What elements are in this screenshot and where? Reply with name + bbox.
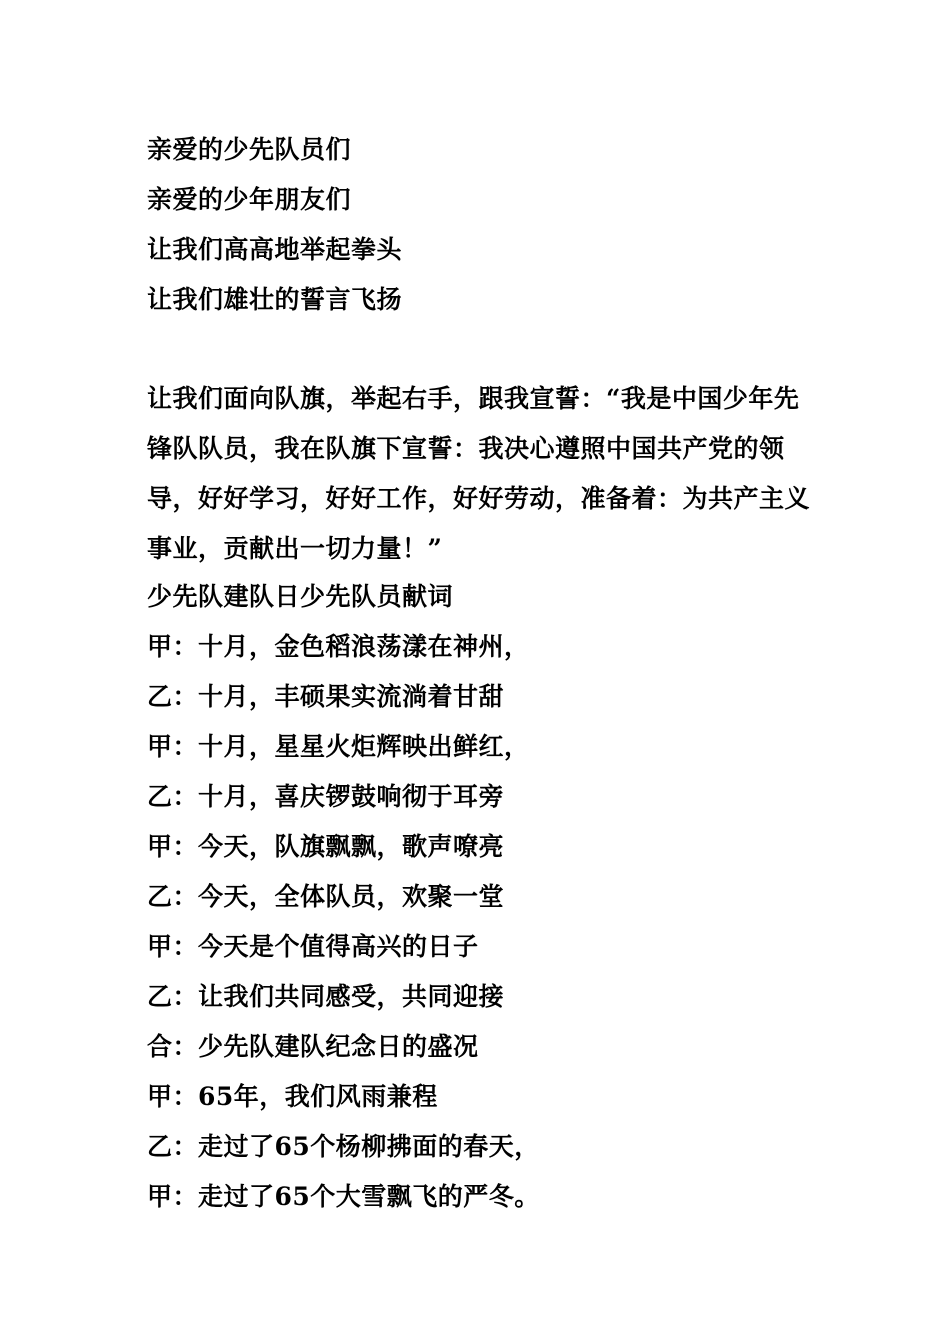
dialogue-line: 甲：今天是个值得高兴的日子 (147, 932, 479, 961)
dialogue-line: 乙：十月，喜庆锣鼓响彻于耳旁 (147, 782, 505, 811)
oath-paragraph: 让我们面向队旗，举起右手，跟我宣誓：“我是中国少年先锋队队员，我在队旗下宣誓：我决心遵照中国共产党的领导，好好学习，好好工作，好好劳动，准备着：为共产主义事业，贡献出一切力量！” (147, 384, 811, 563)
dialogue-line: 乙：十月，丰硕果实流淌着甘甜 (147, 682, 505, 711)
dialogue-line: 合：少先队建队纪念日的盛况 (147, 1032, 479, 1061)
dialogue-line: 甲：65年，我们风雨兼程 (147, 1082, 438, 1111)
dialogue-line: 甲：十月，金色稻浪荡漾在神州， (147, 632, 530, 661)
intro-line: 让我们高高地举起拳头 (147, 235, 403, 264)
dialogue-line: 甲：走过了65个大雪飘飞的严冬。 (147, 1182, 540, 1211)
dialogue-line: 乙：走过了65个杨柳拂面的春天， (147, 1132, 540, 1161)
section-title: 少先队建队日少先队员献词 (147, 582, 454, 611)
intro-line: 亲爱的少年朋友们 (147, 185, 352, 214)
dialogue-line: 乙：让我们共同感受，共同迎接 (147, 982, 505, 1011)
dialogue-line: 甲：今天，队旗飘飘，歌声嘹亮 (147, 832, 505, 861)
dialogue-line: 甲：十月，星星火炬辉映出鲜红， (147, 732, 530, 761)
dialogue-line: 乙：今天，全体队员，欢聚一堂 (147, 882, 505, 911)
intro-line: 让我们雄壮的誓言飞扬 (147, 285, 403, 314)
intro-line: 亲爱的少先队员们 (147, 135, 352, 164)
